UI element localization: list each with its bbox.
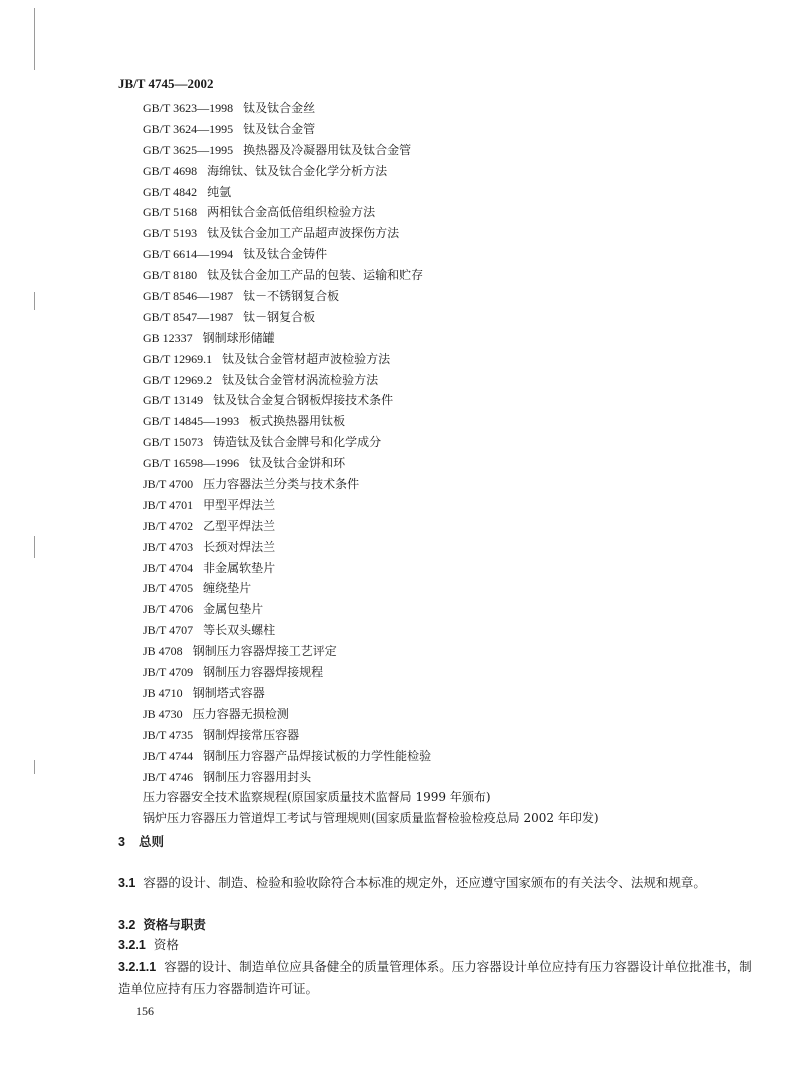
reference-code: GB/T 5193 [143,226,198,241]
reference-item [143,223,599,244]
left-margin-mark-1 [34,8,35,70]
clause-text: 容器的设计、制造单位应具备健全的质量管理体系。压力容器设计单位应持有压力容器设计单位批准书，制造单位应持有压力容器制造许可证。 [118,959,752,996]
clause-title: 资格与职责 [143,917,206,932]
reference-title: 压力容器无损检测 [192,706,289,721]
reference-title: 钛及钛合金加工产品超声波探伤方法 [207,226,400,241]
reference-title: 钢制压力容器焊接工艺评定 [192,644,337,659]
reference-title: 换热器及冷凝器用钛及钛合金管 [243,142,412,157]
reference-code: GB/T 13149 [143,393,204,408]
reference-code: GB/T 5168 [143,205,198,220]
reference-title: 钢制塔式容器 [192,685,265,700]
reference-code: JB/T 4744 [143,748,194,763]
clause-3-2-1-1 [118,956,758,999]
reference-title: 钢制压力容器产品焊接试板的力学性能检验 [203,748,432,763]
reference-item [143,390,599,411]
left-margin-mark-4 [34,760,35,774]
reference-title: 纯氩 [207,184,232,199]
reference-code: GB/T 3624—1995 [143,121,234,136]
document-header: JB/T 4745—2002 [118,76,214,91]
reference-item [143,349,599,370]
section-number: 3 [118,835,125,849]
reference-item [143,432,599,453]
reference-code: GB/T 16598—1996 [143,456,240,471]
reference-title: 海绵钛、钛及钛合金化学分析方法 [207,163,388,178]
reference-title: 长颈对焊法兰 [203,539,276,554]
clause-3-2-heading [118,915,206,935]
reference-title: 非金属软垫片 [203,560,276,575]
reference-item [143,808,599,829]
reference-code: JB 4710 [143,685,183,700]
reference-title: 钛及钛合金管 [243,121,316,136]
reference-title: 板式换热器用钛板 [249,414,346,429]
reference-item [143,767,599,788]
reference-code: JB/T 4709 [143,665,194,680]
reference-title: 压力容器法兰分类与技术条件 [203,477,360,492]
reference-code: JB/T 4704 [143,560,194,575]
clause-number: 3.1 [118,876,136,890]
reference-item [143,725,599,746]
reference-item [143,537,599,558]
reference-item [143,746,599,767]
reference-item [143,495,599,516]
reference-code: JB/T 4706 [143,602,194,617]
reference-item [143,599,599,620]
left-margin-mark-3 [34,536,35,558]
reference-item [143,578,599,599]
reference-title: 钢制球形储罐 [202,330,275,345]
clause-title: 资格 [153,937,179,952]
reference-code: GB/T 8546—1987 [143,289,234,304]
reference-item [143,620,599,641]
reference-code: GB/T 3623—1998 [143,101,234,115]
page-number: 156 [136,1004,154,1018]
reference-title: 钛－不锈钢复合板 [243,289,340,304]
reference-title: 乙型平焊法兰 [203,518,276,533]
reference-code: GB 12337 [143,330,193,345]
reference-code: JB/T 4705 [143,581,194,596]
reference-code: GB/T 6614—1994 [143,247,234,262]
reference-code: GB/T 3625—1995 [143,142,234,157]
reference-title: 钛及钛合金加工产品的包装、运输和贮存 [207,268,424,283]
reference-title: 钛及钛合金铸件 [243,247,328,262]
reference-code: JB/T 4707 [143,623,194,638]
reference-code: JB/T 4746 [143,769,194,784]
reference-item [143,704,599,725]
reference-title: 钢制压力容器焊接规程 [203,665,324,680]
reference-code: JB/T 4703 [143,539,194,554]
normative-reference-list [143,98,599,829]
reference-item [143,411,599,432]
reference-title: 钢制焊接常压容器 [203,727,300,742]
reference-title: 钛及钛合金饼和环 [249,456,346,471]
reference-code: JB 4730 [143,706,183,721]
reference-title: 钛及钛合金管材涡流检验方法 [222,372,379,387]
reference-title: 锅炉压力容器压力管道焊工考试与管理规则(国家质量监督检验检疫总局 2002 年印发) [143,811,599,826]
reference-title: 钛及钛合金丝 [243,101,316,115]
reference-item [143,453,599,474]
clause-text: 容器的设计、制造、检验和验收除符合本标准的规定外，还应遵守国家颁布的有关法令、法规和规章。 [143,875,706,890]
reference-item [143,516,599,537]
reference-item [143,370,599,391]
clause-number: 3.2.1 [118,938,146,952]
reference-title: 金属包垫片 [203,602,264,617]
reference-item [143,641,599,662]
reference-item [143,558,599,579]
reference-title: 两相钛合金高低倍组织检验方法 [207,205,376,220]
reference-item [143,307,599,328]
left-margin-mark-2 [34,292,35,310]
clause-3-2-1-heading [118,935,179,955]
reference-code: GB/T 14845—1993 [143,414,240,429]
reference-item [143,161,599,182]
reference-title: 甲型平焊法兰 [203,497,276,512]
reference-item [143,286,599,307]
reference-item [143,474,599,495]
reference-item [143,328,599,349]
reference-code: GB/T 12969.1 [143,351,213,366]
reference-item [143,244,599,265]
reference-code: JB 4708 [143,644,183,659]
reference-item [143,119,599,140]
section-title: 总则 [138,834,164,849]
reference-title: 压力容器安全技术监察规程(原国家质量技术监督局 1999 年颁布) [143,790,491,805]
reference-title: 钛－钢复合板 [243,309,316,324]
reference-title: 钛及钛合金复合钢板焊接技术条件 [213,393,394,408]
reference-item [143,662,599,683]
reference-title: 钛及钛合金管材超声波检验方法 [222,351,391,366]
reference-title: 缠绕垫片 [203,581,252,596]
reference-code: GB/T 8547—1987 [143,309,234,324]
reference-item [143,787,599,808]
clause-number: 3.2 [118,918,136,932]
reference-title: 等长双头螺柱 [203,623,276,638]
reference-code: JB/T 4735 [143,727,194,742]
reference-code: JB/T 4700 [143,477,194,492]
reference-code: GB/T 12969.2 [143,372,213,387]
reference-title: 铸造钛及钛合金牌号和化学成分 [213,435,382,450]
reference-code: JB/T 4702 [143,518,194,533]
reference-code: GB/T 4698 [143,163,198,178]
reference-code: GB/T 8180 [143,268,198,283]
reference-code: GB/T 4842 [143,184,198,199]
clause-3-1 [118,872,758,894]
reference-code: JB/T 4701 [143,497,194,512]
reference-code: GB/T 15073 [143,435,204,450]
reference-item [143,265,599,286]
reference-item [143,140,599,161]
reference-item [143,202,599,223]
reference-item [143,98,599,119]
reference-item [143,683,599,704]
clause-number: 3.2.1.1 [118,960,157,974]
reference-title: 钢制压力容器用封头 [203,769,312,784]
reference-item [143,182,599,203]
section-3-heading [118,832,164,850]
